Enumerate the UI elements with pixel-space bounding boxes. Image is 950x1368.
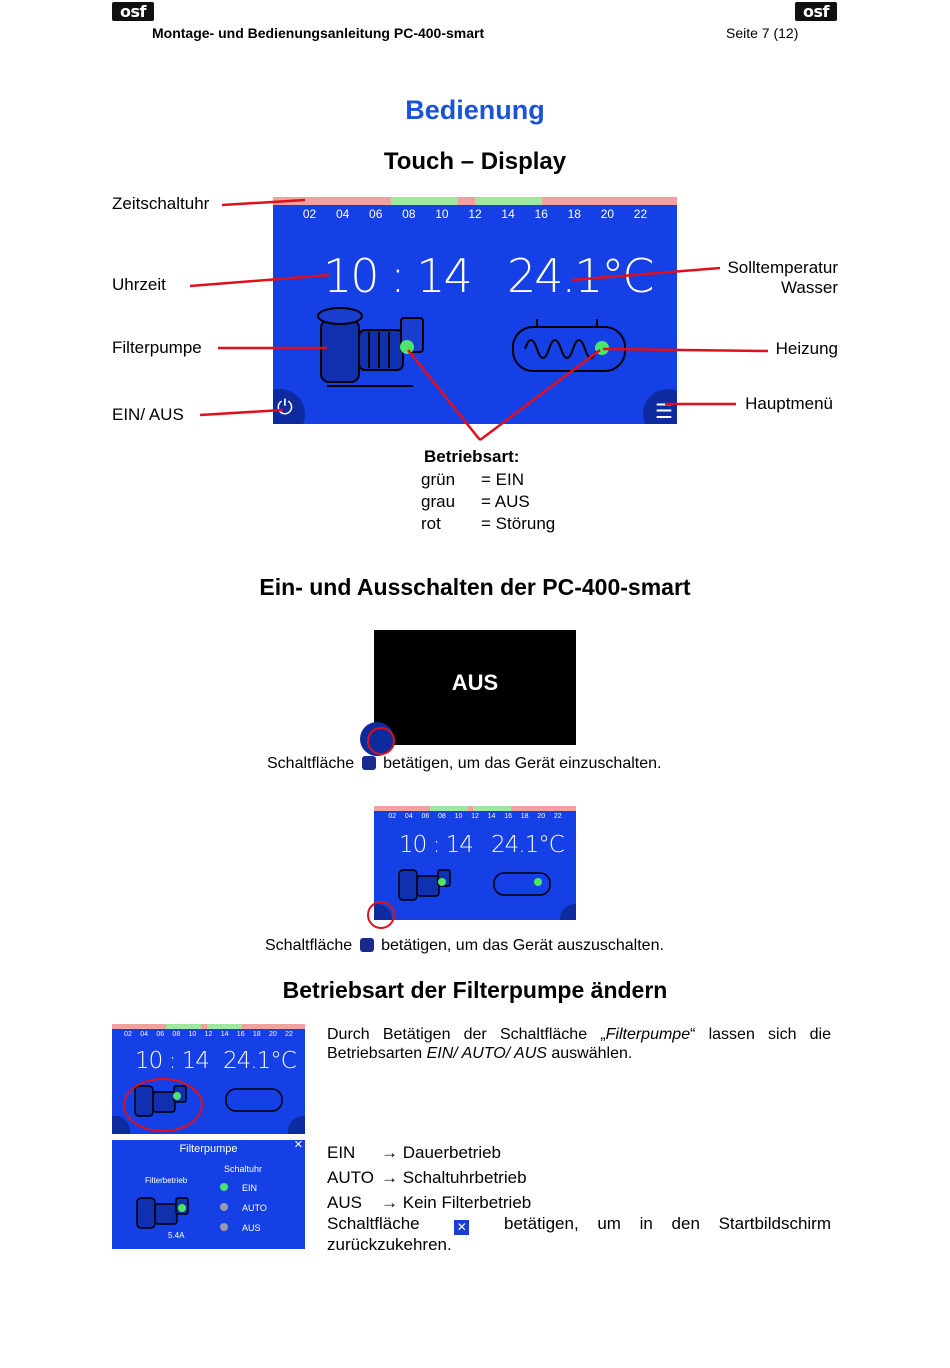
callout-lines xyxy=(0,0,950,460)
filter-menu-title: Filterpumpe xyxy=(179,1143,238,1155)
option-aus[interactable]: AUS xyxy=(242,1223,261,1233)
section-filter-mode: Betriebsart der Filterpumpe ändern xyxy=(282,977,668,1003)
option-ein[interactable]: EIN xyxy=(242,1183,258,1193)
option-auto[interactable]: AUTO xyxy=(242,1203,267,1213)
set-temperature: 24.1°C xyxy=(491,832,564,858)
close-icon: ✕ xyxy=(454,1220,469,1235)
heater-icon xyxy=(224,1084,284,1116)
main-menu-button[interactable] xyxy=(288,1116,305,1134)
pump-status-dot xyxy=(438,878,446,886)
osf-logo-right: osf xyxy=(795,2,837,21)
heater-icon xyxy=(492,868,552,900)
off-screen xyxy=(374,630,576,745)
filter-description: Durch Betätigen der Schaltfläche „Filterpumpe“ lassen sich die Betriebsarten EIN/ AUTO/ AUS auswählen. xyxy=(327,1026,832,1062)
power-icon xyxy=(360,938,374,952)
filter-home-screen: 02 04 06 08 10 12 14 16 18 20 22 10 : 14 24.1°C xyxy=(112,1024,305,1134)
power-icon: ⏻ xyxy=(277,397,293,419)
instruction-switch-on: Schaltfläche betätigen, um das Gerät einzuschalten. xyxy=(267,755,662,772)
heater-status-dot xyxy=(534,878,542,886)
list-item: AUTO → Schaltuhrbetrieb xyxy=(327,1168,527,1187)
betriebsart-legend xyxy=(421,469,581,535)
option-aus-dot[interactable] xyxy=(220,1223,228,1231)
instruction-switch-off: Schaltfläche betätigen, um das Gerät auszuschalten. xyxy=(265,937,664,954)
close-icon[interactable]: ✕ xyxy=(293,1140,303,1151)
hour-ticks: 02 04 06 08 10 12 14 16 18 20 22 xyxy=(302,207,648,221)
section-touch-display: Touch – Display xyxy=(383,148,567,175)
list-item: EIN → Dauerbetrieb xyxy=(327,1143,502,1162)
legend-row: grün = EIN xyxy=(421,470,525,489)
set-temperature: 24.1°C xyxy=(223,1048,296,1074)
schaltuhr-label: Schaltuhr xyxy=(224,1164,263,1174)
power-icon xyxy=(362,756,376,770)
filter-pump-icon xyxy=(396,862,456,904)
section-on-off: Ein- und Ausschalten der PC-400-smart xyxy=(259,574,691,600)
highlight-circle xyxy=(367,727,395,755)
on-screen-small: 02 04 06 08 10 12 14 16 18 20 22 10 : 14 24.1°C xyxy=(374,806,576,920)
clock-time: 10 : 14 xyxy=(323,249,471,303)
pump-status-dot xyxy=(178,1204,186,1212)
current-reading: 5.4A xyxy=(168,1231,185,1240)
option-auto-dot[interactable] xyxy=(220,1203,228,1211)
page-number: Seite 7 (12) xyxy=(726,25,799,41)
label-filterpumpe: Filterpumpe xyxy=(112,338,202,357)
legend-row: rot = Störung xyxy=(421,514,556,533)
clock-time: 10 : 14 xyxy=(399,832,473,858)
label-ein-aus: EIN/ AUS xyxy=(112,405,184,424)
highlight-circle xyxy=(367,901,395,929)
list-item: AUS → Kein Filterbetrieb xyxy=(327,1193,532,1212)
off-screen-label: AUS xyxy=(451,670,499,695)
filter-pump-icon xyxy=(134,1190,194,1232)
menu-icon: ☰ xyxy=(655,401,673,423)
filter-menu-screen xyxy=(112,1140,305,1249)
label-solltemperatur: Solltemperatur Wasser xyxy=(727,258,838,297)
main-menu-button[interactable] xyxy=(560,904,576,920)
label-heizung: Heizung xyxy=(775,339,838,358)
page-title: Bedienung xyxy=(405,95,545,125)
label-hauptmenue: Hauptmenü xyxy=(745,394,833,413)
osf-logo-left: osf xyxy=(112,2,154,21)
filter-mode-label: Filterbetrieb xyxy=(145,1176,188,1185)
label-zeitschaltuhr: Zeitschaltuhr xyxy=(112,194,210,213)
document-header-title: Montage- und Bedienungsanleitung PC-400-smart xyxy=(152,25,485,41)
legend-row: grau = AUS xyxy=(421,492,530,511)
mode-list xyxy=(327,1140,531,1215)
set-temperature[interactable]: 24.1°C xyxy=(507,249,653,303)
label-uhrzeit: Uhrzeit xyxy=(112,275,166,294)
option-ein-dot[interactable] xyxy=(220,1183,228,1191)
clock-time: 10 : 14 xyxy=(135,1048,209,1074)
highlight-ellipse xyxy=(123,1078,203,1132)
return-instruction: Schaltfläche ✕ betätigen, um in den Startbildschirm zurückzukehren. xyxy=(327,1214,831,1254)
betriebsart-title: Betriebsart: xyxy=(424,447,520,466)
power-button[interactable] xyxy=(112,1116,130,1134)
